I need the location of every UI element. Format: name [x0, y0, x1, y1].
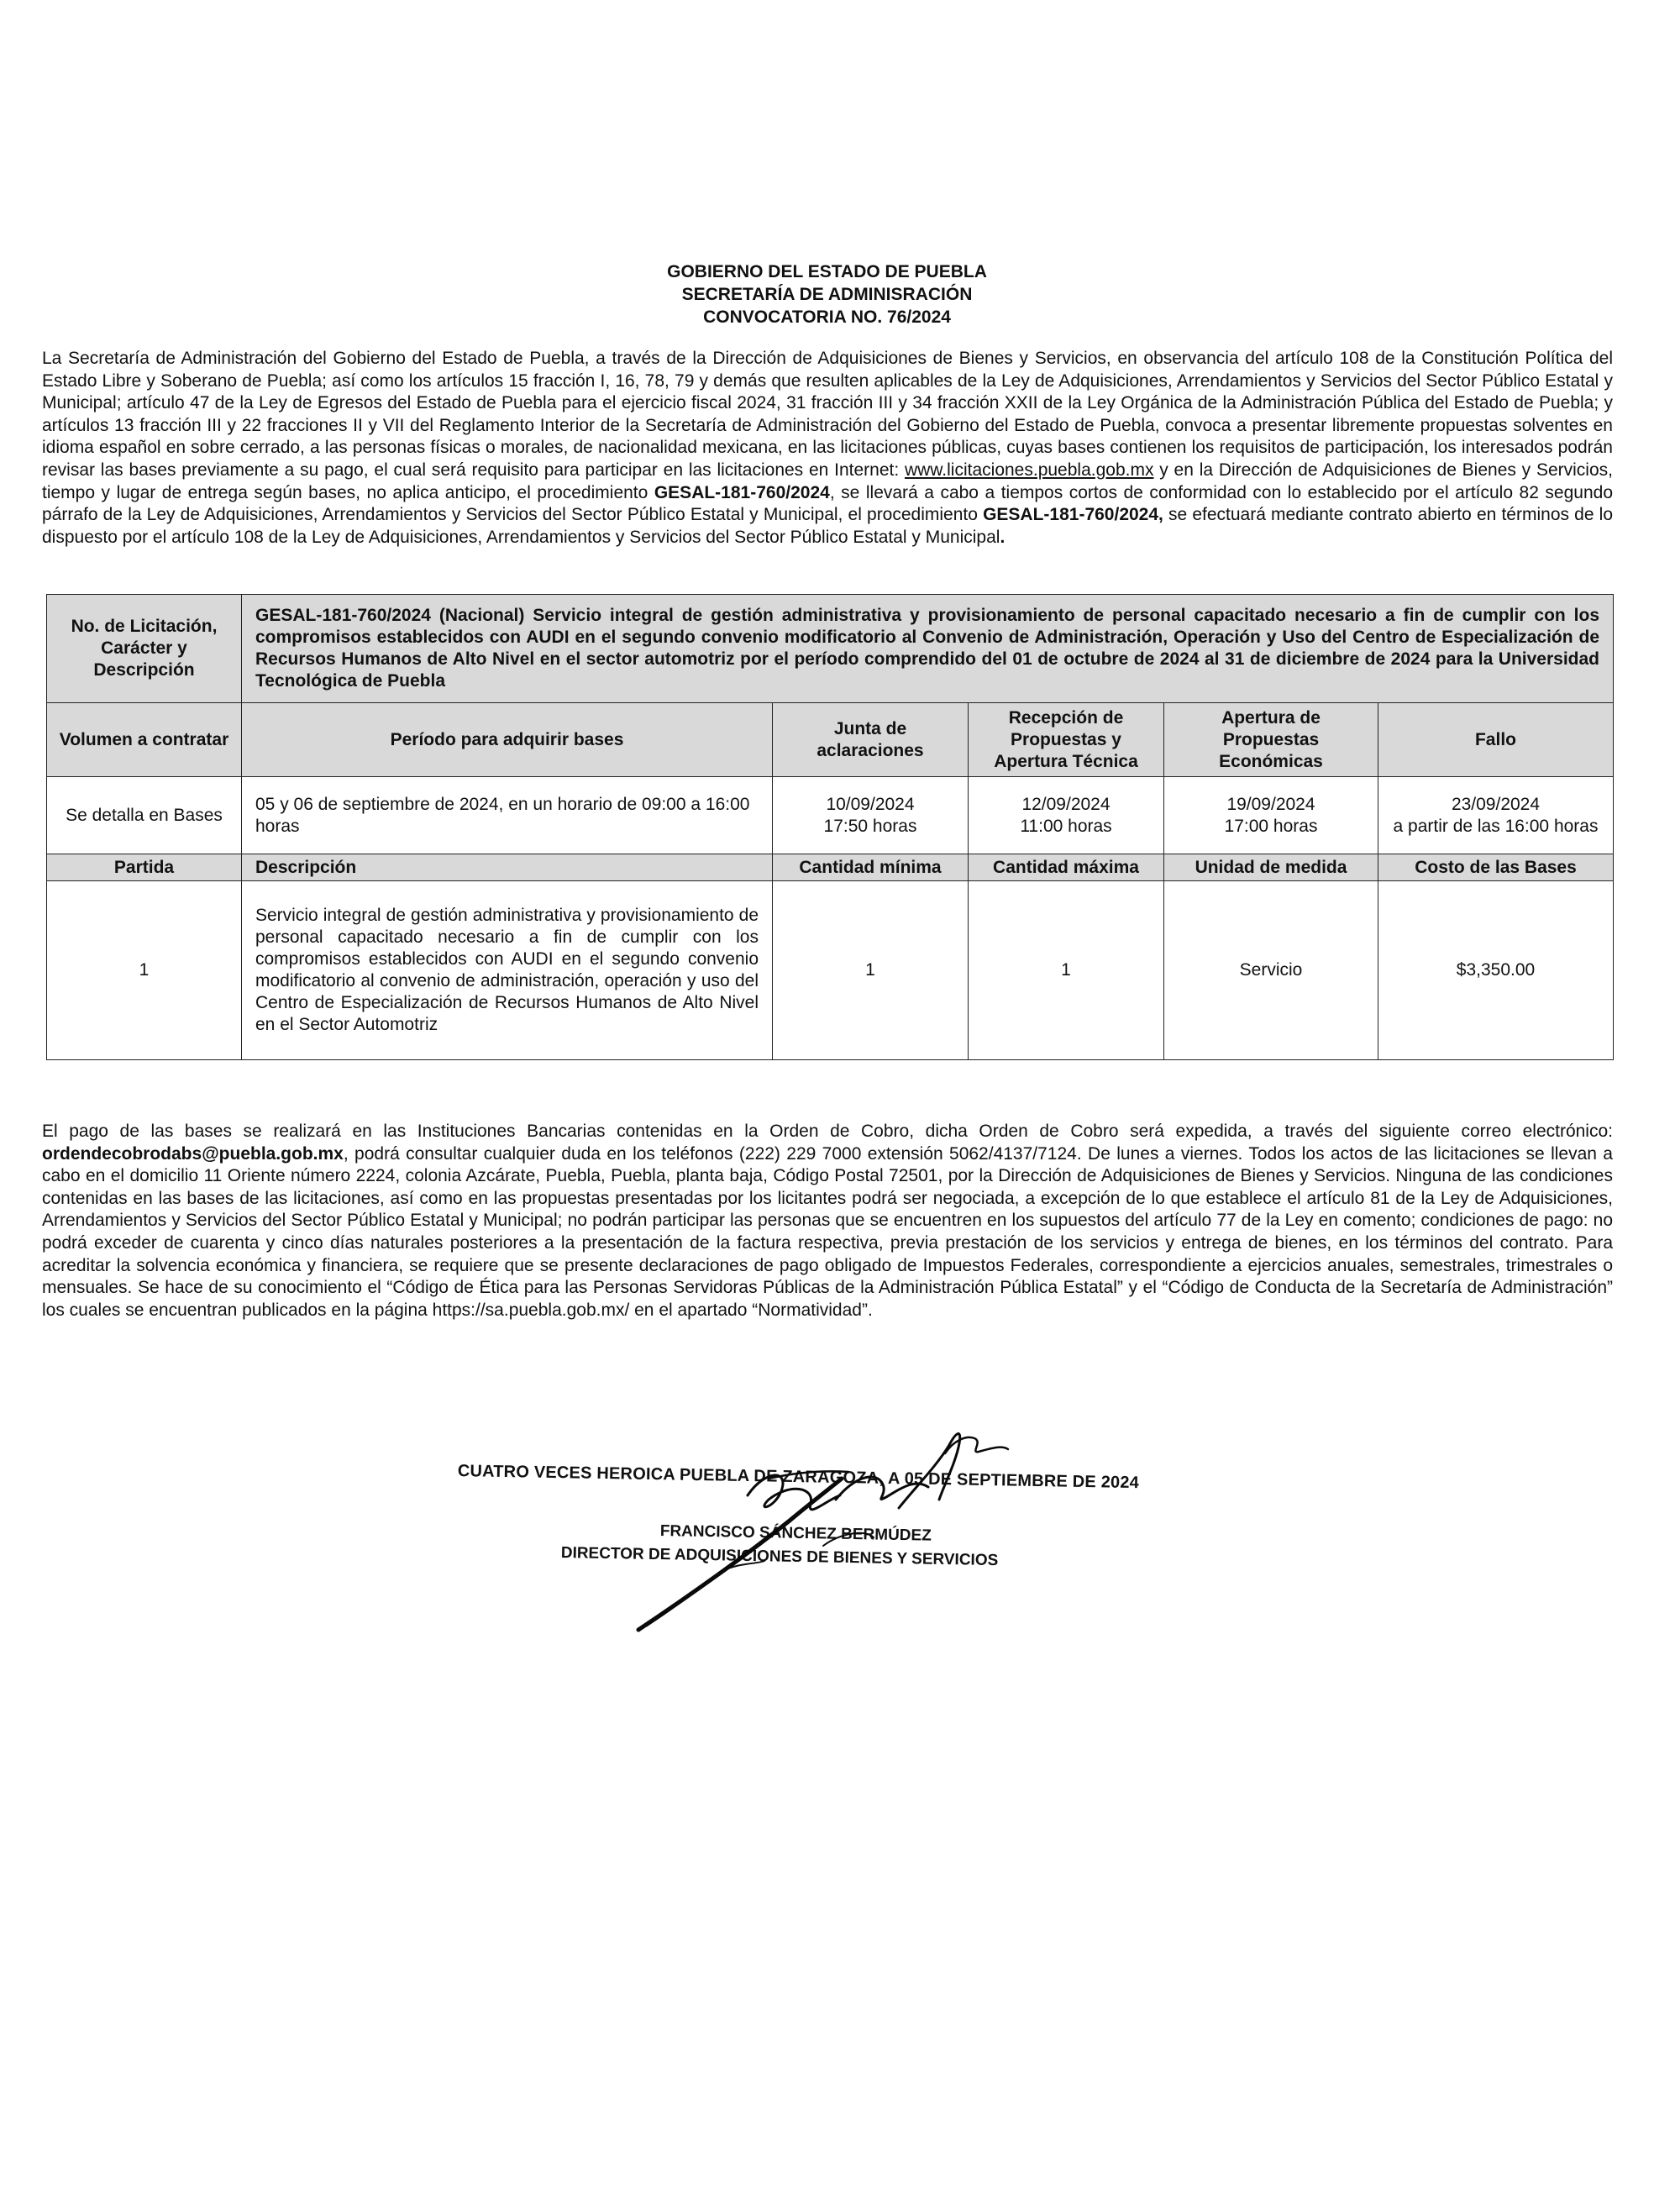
table-row: [47, 854, 1614, 881]
col-header-cantidad-minima: Cantidad mínima: [773, 854, 969, 881]
intro-text-1: La Secretaría de Administración del Gobierno del Estado de Puebla, a través de la Dirección de Adquisiciones de Bienes y Servicios, en observancia del artículo 108 de la Constitución Política del Estado Libre y Soberano de Puebla; así como los artículos 15 fracción I, 16, 78, 79 y demás que resulten aplicables de la Ley de Adquisiciones, Arrendamientos y Servicios del Sector Público Estatal y Municipal; artículo 47 de la Ley de Egresos del Estado de Puebla para el ejercicio fiscal 2024, 31 fracción III y 34 fracción XXII de la Ley Orgánica de la Administración Pública del Estado de Puebla; y artículos 13 fracción III y 22 fracciones II y VII del Reglamento Interior de la Secretaría de Administración del Gobierno del Estado de Puebla, convoca a presentar libremente propuestas solventes en idioma español en sobre cerrado, a las personas físicas o morales, de nacionalidad mexicana, en las licitaciones públicas, cuyas bases contienen los requisitos de participación, los interesados podrán revisar las bases previamente a su pago, el cual será requisito para participar en las licitaciones en Internet:: [42, 349, 1613, 480]
table-row: [47, 595, 1614, 703]
junta-cell: [773, 777, 969, 854]
col-header-recepcion: Recepción de Propuestas y Apertura Técnica: [969, 703, 1164, 777]
footer-paragraph: [42, 1121, 1613, 1321]
signature-place-date: CUATRO VECES HEROICA PUEBLA DE ZARAGOZA, A 05 DE SEPTIEMBRE DE 2024: [457, 1462, 1140, 1493]
col-header-period: Período para adquirir bases: [242, 703, 773, 777]
cantidad-maxima-cell: 1: [969, 881, 1164, 1060]
handwritten-signature-icon: [622, 1420, 1092, 1647]
footer-text-1: El pago de las bases se realizará en las Instituciones Bancarias contenidas en la Orden de Cobro, dicha Orden de Cobro será expedida, a través del siguiente correo electrónico:: [42, 1122, 1613, 1141]
volume-cell: Se detalla en Bases: [47, 777, 242, 854]
period-cell: 05 y 06 de septiembre de 2024, en un horario de 09:00 a 16:00 horas: [242, 777, 773, 854]
intro-text-2: y en la Dirección de Adquisiciones de Bienes y Servicios, tiempo y lugar de entrega según bases, no aplica anticipo, el procedimiento: [42, 460, 1613, 502]
col-header-fallo: Fallo: [1378, 703, 1614, 777]
col-header-apertura: Apertura de Propuestas Económicas: [1164, 703, 1378, 777]
fallo-date: 23/09/2024: [1451, 794, 1541, 814]
table-row: [47, 703, 1614, 777]
bid-description-value: GESAL-181-760/2024 (Nacional) Servicio integral de gestión administrativa y provisionamiento de personal capacitado necesario a fin de cumplir con los compromisos establecidos con AUDI en el segundo convenio modificatorio al Convenio de Administración, Operación y Uso del Centro de Especialización de Recursos Humanos de Alto Nivel en el sector automotriz por el período comprendido del 01 de octubre de 2024 al 31 de diciembre de 2024 para la Universidad Tecnológica de Puebla: [242, 595, 1614, 703]
intro-period: .: [1000, 527, 1006, 547]
junta-time: 17:50 horas: [823, 816, 917, 836]
fallo-time: a partir de las 16:00 horas: [1393, 816, 1599, 836]
signatory-title: DIRECTOR DE ADQUISICIONES DE BIENES Y SERVICIOS: [560, 1544, 999, 1570]
col-header-partida: Partida: [47, 854, 242, 881]
intro-text-3: , se llevará a cabo a tiempos cortos de conformidad con lo establecido por el artículo 82 segundo párrafo de la Ley de Adquisiciones, Arrendamientos y Servicios del Sector Público Estatal y Municipal, el procedimiento: [42, 482, 1613, 525]
header-government: GOBIERNO DEL ESTADO DE PUEBLA: [667, 262, 987, 281]
junta-date: 10/09/2024: [826, 794, 915, 814]
apertura-cell: [1164, 777, 1378, 854]
col-header-volume: Volumen a contratar: [47, 703, 242, 777]
procedure-code-2: GESAL-181-760/2024,: [983, 505, 1163, 525]
col-header-descripcion: Descripción: [242, 854, 773, 881]
table-row: [47, 777, 1614, 854]
bid-table: [46, 594, 1614, 1060]
col-header-junta: Junta de aclaraciones: [773, 703, 969, 777]
table-row: [47, 881, 1614, 1060]
bid-description-label: No. de Licitación, Carácter y Descripción: [47, 595, 242, 703]
apertura-time: 17:00 horas: [1224, 816, 1318, 836]
partida-cell: 1: [47, 881, 242, 1060]
recepcion-cell: [969, 777, 1164, 854]
col-header-cantidad-maxima: Cantidad máxima: [969, 854, 1164, 881]
recepcion-date: 12/09/2024: [1021, 794, 1111, 814]
document-header: [0, 260, 1654, 328]
item-description-cell: Servicio integral de gestión administrativa y provisionamiento de personal capacitado necesario a fin de cumplir con los compromisos establecidos con AUDI en el segundo convenio modificatorio al convenio de administración, operación y uso del Centro de Especialización de Recursos Humanos de Alto Nivel en el Sector Automotriz: [242, 881, 773, 1060]
costo-cell: $3,350.00: [1378, 881, 1614, 1060]
col-header-costo: Costo de las Bases: [1378, 854, 1614, 881]
payment-email: ordendecobrodabs@puebla.gob.mx: [42, 1143, 344, 1164]
recepcion-time: 11:00 horas: [1020, 816, 1112, 836]
unidad-cell: Servicio: [1164, 881, 1378, 1060]
intro-text-4: se efectuará mediante contrato abierto en términos de lo dispuesto por el artículo 108 de la Ley de Adquisiciones, Arrendamientos y Servicios del Sector Público Estatal y Municipal: [42, 505, 1613, 547]
apertura-date: 19/09/2024: [1226, 794, 1315, 814]
fallo-cell: [1378, 777, 1614, 854]
header-secretariat: SECRETARÍA DE ADMINISRACIÓN: [681, 285, 973, 304]
col-header-unidad: Unidad de medida: [1164, 854, 1378, 881]
intro-paragraph: [42, 348, 1613, 549]
procedure-code-1: GESAL-181-760/2024: [654, 482, 830, 502]
signatory-name: FRANCISCO SÁNCHEZ BERMÚDEZ: [659, 1522, 932, 1545]
licitaciones-link[interactable]: www.licitaciones.puebla.gob.mx: [904, 460, 1154, 480]
header-call-number: CONVOCATORIA NO. 76/2024: [703, 307, 951, 327]
cantidad-minima-cell: 1: [773, 881, 969, 1060]
footer-text-2: , podrá consultar cualquier duda en los teléfonos (222) 229 7000 extensión 5062/4137/7124. De lunes a viernes. Todos los actos de las licitaciones se llevan a cabo en el domicilio 11 Oriente número 2224, colonia Azcárate, Puebla, Puebla, planta baja, Código Postal 72501, por la Dirección de Adquisiciones de Bienes y Servicios. Ninguna de las condiciones contenidas en las bases de las licitaciones, así como en las propuestas presentadas por los licitantes podrá ser negociada, a excepción de lo que establece el artículo 81 de la Ley de Adquisiciones, Arrendamientos y Servicios del Sector Público Estatal y Municipal; no podrán participar las personas que se encuentren en los supuestos del artículo 77 de la Ley en comento; condiciones de pago: no podrá exceder de cuarenta y cinco días naturales posteriores a la presentación de la factura respectiva, previa prestación de los servicios y entrega de bienes, en los términos del contrato. Para acreditar la solvencia económica y financiera, se requiere que se presente declaraciones de pago obligado de Impuestos Federales, correspondiente a ejercicios anuales, semestrales, trimestrales o mensuales. Se hace de su conocimiento el “Código de Ética para las Personas Servidoras Públicas de la Administración Pública Estatal” y el “Código de Conducta de la Secretaría de Administración” los cuales se encuentran publicados en la página https://sa.puebla.gob.mx/ en el apartado “Normatividad”.: [42, 1143, 1613, 1320]
